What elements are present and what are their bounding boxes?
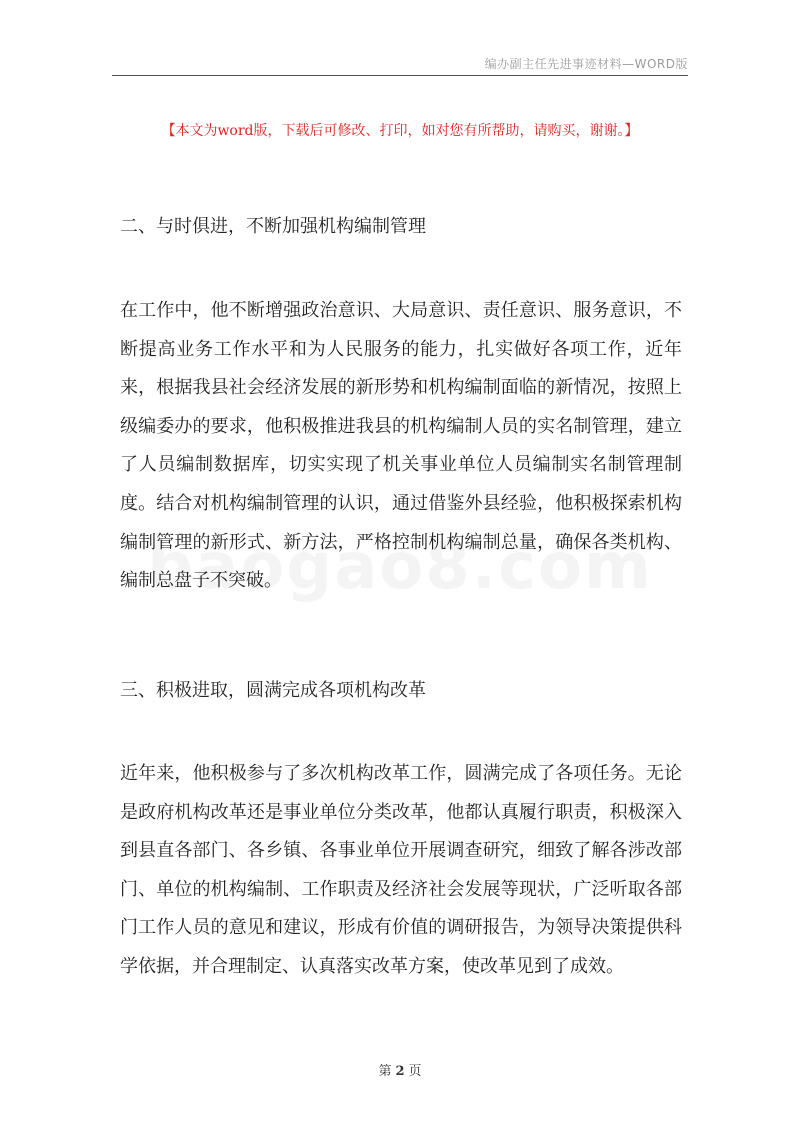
running-header: 编办副主任先进事迹材料—WORD版 bbox=[484, 57, 688, 71]
page-number: 2 bbox=[395, 1064, 405, 1079]
section-paragraph-3: 近年来，他积极参与了多次机构改革工作，圆满完成了各项任务。无论是政府机构改革还是事业单位分类改革，他都认真履行职责，积极深入到县直各部门、各乡镇、各事业单位开展调查研究，细致了解各涉改部门、单位的机构编制、工作职责及经济社会发展等现状，广泛听取各部门工作人员的意见和建议，形成有价值的调研报告，为领导决策提供科学依据，并合理制定、认真落实改革方案，使改革见到了成效。 bbox=[120, 763, 682, 977]
section-heading-2: 二、与时俱进，不断加强机构编制管理 bbox=[120, 216, 426, 237]
purchase-notice: 【本文为word版，下载后可修改、打印，如对您有所帮助，请购买，谢谢。】 bbox=[161, 123, 639, 139]
footer-prefix: 第 bbox=[378, 1064, 392, 1079]
watermark bbox=[0, 530, 800, 604]
section-paragraph-2: 在工作中，他不断增强政治意识、大局意识、责任意识、服务意识，不断提高业务工作水平和为人民服务的能力，扎实做好各项工作，近年来，根据我县社会经济发展的新形势和机构编制面临的新情况，按照上级编委办的要求，他积极推进我县的机构编制人员的实名制管理，建立了人员编制数据库，切实实现了机关事业单位人员编制实名制管理制度。结合对机构编制管理的认识，通过借鉴外县经验，他积极探索机构编制管理的新形式、新方法，严格控制机构编制总量，确保各类机构、编制总盘子不突破。 bbox=[120, 300, 682, 592]
footer-suffix: 页 bbox=[408, 1064, 422, 1079]
header-divider bbox=[112, 75, 688, 76]
page-footer bbox=[0, 1060, 800, 1079]
section-heading-3: 三、积极进取，圆满完成各项机构改革 bbox=[120, 680, 426, 701]
